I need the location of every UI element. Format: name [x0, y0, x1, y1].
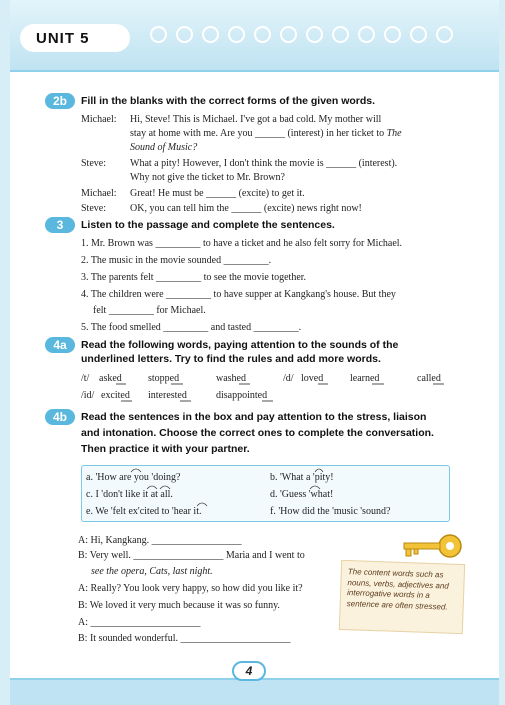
dialog-line: Why not give the ticket to Mr. Brown?	[130, 172, 285, 183]
conversation-line: B: Very well. __________________ Maria and I went to	[78, 550, 305, 561]
exercise-item: 1. Mr. Brown was _________ to have a ticket and he also felt sorry for Michael.	[81, 238, 403, 249]
dialog-line: stay at home with me. Are you ______ (interest) in her ticket to The	[130, 128, 402, 139]
word: washed	[216, 373, 246, 384]
box-sentence: e. We 'felt ex'cited to 'hear it.	[86, 506, 202, 517]
word: disappointed	[216, 390, 268, 401]
section-4a-heading: Read the following words, paying attention to the sounds of the	[81, 339, 399, 351]
exercise-item: 4. The children were _________ to have supper at Kangkang's house. But they	[81, 289, 396, 300]
dialog-line: Hi, Steve! This is Michael. I've got a bad cold. My mother will	[130, 114, 382, 125]
unit-title: UNIT 5	[36, 29, 90, 47]
phonetic-symbol: /d/	[283, 373, 294, 384]
word: asked	[99, 373, 122, 384]
conversation-line: B: We loved it very much because it was so funny.	[78, 600, 280, 611]
section-4a-heading: underlined letters. Try to find the rules and add more words.	[81, 353, 381, 365]
footer-band	[10, 680, 499, 705]
exercise-item: felt _________ for Michael.	[93, 305, 206, 316]
box-sentence: d. 'Guess 'what!	[270, 489, 334, 500]
exercise-item: 5. The food smelled _________ and tasted _________.	[81, 322, 302, 333]
word: stopped	[148, 373, 180, 384]
dialog-speaker: Michael:	[81, 188, 117, 199]
conversation-line: A: Hi, Kangkang. __________________	[78, 535, 242, 546]
conversation-line: A: ______________________	[78, 617, 201, 628]
dialog-line: Great! He must be ______ (excite) to get it.	[130, 188, 305, 199]
section-badge-3: 3	[45, 217, 75, 233]
section-2b-heading: Fill in the blanks with the correct forms of the given words.	[81, 95, 376, 107]
section-badge-2b: 2b	[45, 93, 75, 109]
word: loved	[301, 373, 324, 384]
section-4b-heading: Read the sentences in the box and pay attention to the stress, liaison	[81, 411, 427, 423]
word: interested	[148, 390, 187, 401]
dialog-speaker: Steve:	[81, 203, 106, 214]
conversation-line: A: Really? You look very happy, so how did you like it?	[78, 583, 303, 594]
phonetic-symbol: /id/	[81, 390, 95, 401]
box-sentence: a. 'How are you 'doing?	[86, 472, 181, 483]
dialog-line: OK, you can tell him the ______ (excite) news right now!	[130, 203, 362, 214]
page-number: 4	[232, 661, 266, 681]
exercise-item: 2. The music in the movie sounded _________.	[81, 255, 272, 266]
section-4b-heading: and intonation. Choose the correct ones to complete the conversation.	[81, 427, 434, 439]
word: excited	[101, 390, 130, 401]
box-sentence: c. I 'don't like it at all.	[86, 489, 173, 500]
dialog-speaker: Steve:	[81, 158, 106, 169]
box-sentence: b. 'What a 'pity!	[270, 472, 334, 483]
box-sentence: f. 'How did the 'music 'sound?	[270, 506, 391, 517]
dialog-line: Sound of Music?	[130, 142, 198, 153]
dialog-speaker: Michael:	[81, 114, 117, 125]
section-3-heading: Listen to the passage and complete the sentences.	[81, 219, 335, 231]
word: learned	[350, 373, 380, 384]
conversation-line: see the opera, Cats, last night.	[91, 566, 213, 577]
section-badge-4a: 4a	[45, 337, 75, 353]
section-4b-heading: Then practice it with your partner.	[81, 443, 250, 455]
word: called	[417, 373, 441, 384]
phonetic-symbol: /t/	[81, 373, 90, 384]
tip-note: The content words such as nouns, verbs, adjectives and interrogative words in a sentence are often stressed.	[339, 560, 465, 634]
section-badge-4b: 4b	[45, 409, 75, 425]
exercise-item: 3. The parents felt _________ to see the movie together.	[81, 272, 307, 283]
dialog-line: What a pity! However, I don't think the movie is ______ (interest).	[130, 158, 398, 169]
conversation-line: B: It sounded wonderful. ______________________	[78, 633, 291, 644]
